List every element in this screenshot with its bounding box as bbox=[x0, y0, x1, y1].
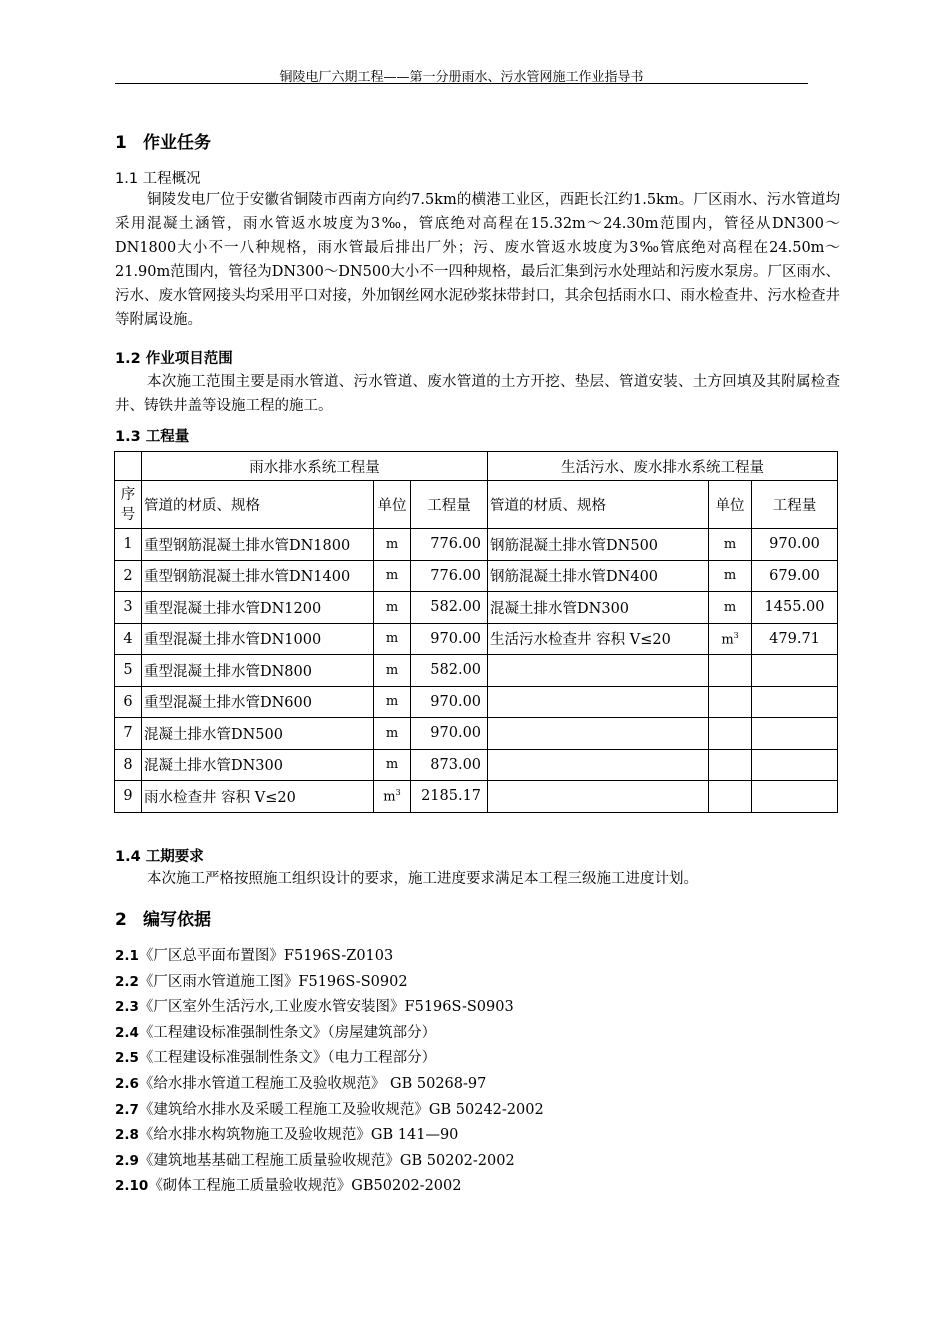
reference-text: 《建筑地基基础工程施工质量验收规范》GB 50202-2002 bbox=[138, 1152, 515, 1169]
sewage-material-cell bbox=[488, 592, 709, 624]
reference-number: 2.3 bbox=[115, 999, 139, 1016]
reference-item bbox=[115, 1174, 461, 1195]
rain-qty-cell bbox=[411, 655, 488, 687]
rain-material-cell-text: 重型混凝土排水管DN800 bbox=[144, 663, 312, 680]
sewage-material-cell bbox=[488, 718, 709, 750]
rain-material-cell-text: 重型钢筋混凝土排水管DN1800 bbox=[144, 537, 351, 554]
table-row bbox=[115, 623, 838, 655]
rain-qty-cell bbox=[411, 718, 488, 750]
sewage-unit-cell bbox=[709, 686, 752, 718]
sewage-material-cell-text: 钢筋混凝土排水管DN400 bbox=[490, 569, 659, 586]
rain-unit-cell bbox=[374, 655, 411, 687]
reference-item bbox=[115, 1123, 458, 1144]
reference-text: 《给水排水构筑物施工及验收规范》GB 141—90 bbox=[138, 1127, 459, 1144]
rain-material-cell bbox=[142, 623, 374, 655]
section-1-2-body: 本次施工范围主要是雨水管道、污水管道、废水管道的土方开挖、垫层、管道安装、土方回填及其附属检查井、铸铁井盖等设施工程的施工。 bbox=[115, 374, 840, 414]
rain-qty-cell-text: 776.00 bbox=[430, 536, 482, 553]
sewage-unit-cell bbox=[709, 655, 752, 687]
row-number-cell-text: 8 bbox=[123, 756, 133, 773]
sewage-unit-cell-text: m bbox=[723, 568, 737, 584]
seq-header: 序号 bbox=[115, 481, 142, 529]
row-number-cell-text: 1 bbox=[123, 536, 133, 553]
rain-material-cell-text: 混凝土排水管DN500 bbox=[144, 726, 283, 743]
rain-qty-cell bbox=[411, 623, 488, 655]
sewage-material-cell-text: 钢筋混凝土排水管DN500 bbox=[490, 537, 659, 554]
rain-unit-cell bbox=[374, 718, 411, 750]
reference-number: 2.4 bbox=[115, 1024, 139, 1041]
row-number-cell bbox=[115, 655, 142, 687]
sewage-qty-cell bbox=[752, 623, 838, 655]
table-row bbox=[115, 686, 838, 718]
reference-text: 《建筑给水排水及采暖工程施工及验收规范》GB 50242-2002 bbox=[138, 1101, 544, 1118]
reference-text: 《厂区总平面布置图》F5196S-Z0103 bbox=[138, 948, 394, 964]
sewage-unit-cell bbox=[709, 560, 752, 592]
rain-qty-cell-text: 582.00 bbox=[430, 662, 482, 679]
row-number-cell-text: 9 bbox=[123, 788, 133, 805]
section-1-3-heading: 1.3 工程量 bbox=[115, 429, 190, 445]
row-number-cell-text: 3 bbox=[123, 599, 133, 616]
rain-unit-cell-text: m bbox=[385, 694, 399, 710]
header-divider bbox=[115, 83, 808, 84]
rain-qty-cell-text: 582.00 bbox=[430, 599, 482, 616]
sewage-material-cell-text: 生活污水检查井 容积 V≤20 bbox=[490, 632, 671, 649]
section-2-title: 编写依据 bbox=[143, 910, 211, 930]
row-number-cell-text: 4 bbox=[123, 630, 133, 647]
sewage-unit-cell-text: m bbox=[723, 599, 737, 615]
rain-qty-cell bbox=[411, 529, 488, 561]
sewage-qty-cell-text: 479.71 bbox=[769, 630, 820, 647]
sewage-material-header: 管道的材质、规格 bbox=[488, 481, 709, 529]
row-number-cell bbox=[115, 623, 142, 655]
row-number-cell bbox=[115, 592, 142, 624]
page-header: 铜陵电厂六期工程——第一分册雨水、污水管网施工作业指导书 bbox=[279, 70, 644, 85]
sewage-qty-cell bbox=[752, 686, 838, 718]
sewage-qty-header: 工程量 bbox=[752, 481, 838, 529]
sewage-material-cell bbox=[488, 560, 709, 592]
rain-qty-cell-text: 873.00 bbox=[430, 756, 482, 773]
row-number-cell bbox=[115, 718, 142, 750]
rain-material-cell bbox=[142, 592, 374, 624]
reference-item bbox=[115, 1149, 515, 1170]
reference-number: 2.6 bbox=[115, 1076, 139, 1092]
reference-item bbox=[115, 1046, 436, 1067]
sewage-qty-cell bbox=[752, 592, 838, 624]
rain-material-cell-text: 混凝土排水管DN300 bbox=[144, 758, 283, 775]
rain-material-cell bbox=[142, 560, 374, 592]
sewage-qty-cell bbox=[752, 718, 838, 750]
rain-unit-cell-text: m bbox=[385, 568, 399, 584]
reference-number: 2.5 bbox=[115, 1050, 139, 1067]
section-1-4-body: 本次施工严格按照施工组织设计的要求，施工进度要求满足本工程三级施工进度计划。 bbox=[147, 871, 698, 887]
row-number-cell bbox=[115, 560, 142, 592]
table-row bbox=[115, 560, 838, 592]
rain-qty-cell-text: 970.00 bbox=[430, 693, 482, 710]
rain-unit-cell bbox=[374, 686, 411, 718]
reference-number: 2.9 bbox=[115, 1152, 139, 1169]
section-1-4-heading: 1.4 工期要求 bbox=[115, 849, 204, 865]
reference-number: 2.10 bbox=[115, 1178, 149, 1195]
rain-unit-cell-text: m bbox=[383, 789, 396, 805]
rain-material-cell bbox=[142, 655, 374, 687]
row-number-cell-text: 5 bbox=[123, 662, 133, 679]
sewage-material-cell bbox=[488, 655, 709, 687]
rain-material-cell bbox=[142, 781, 374, 813]
sewage-unit-cell bbox=[709, 718, 752, 750]
rain-unit-cell-text: m bbox=[385, 662, 399, 678]
table-column-header-row bbox=[115, 481, 838, 529]
sewage-unit-cell-text: m bbox=[723, 536, 737, 552]
rain-unit-cell bbox=[374, 623, 411, 655]
sewage-material-cell bbox=[488, 623, 709, 655]
sewage-qty-cell bbox=[752, 560, 838, 592]
rain-material-cell-text: 重型混凝土排水管DN600 bbox=[144, 695, 312, 712]
sewage-qty-cell-text: 679.00 bbox=[769, 567, 820, 584]
sewage-material-cell bbox=[488, 529, 709, 561]
section-1-1-heading: 1.1 工程概况 bbox=[115, 171, 201, 187]
rain-system-header: 雨水排水系统工程量 bbox=[142, 452, 488, 481]
sewage-unit-cell-text: m bbox=[721, 631, 734, 647]
sewage-material-cell bbox=[488, 781, 709, 813]
rain-qty-cell-text: 970.00 bbox=[430, 725, 482, 742]
rain-material-cell-text: 雨水检查井 容积 V≤20 bbox=[144, 789, 296, 806]
table-body bbox=[115, 529, 838, 813]
reference-item bbox=[115, 1098, 544, 1119]
reference-number: 2.2 bbox=[115, 973, 139, 990]
section-2-number: 2 bbox=[115, 910, 127, 930]
table-row bbox=[115, 749, 838, 781]
sewage-unit-header: 单位 bbox=[709, 481, 752, 529]
rain-unit-cell-superscript: 3 bbox=[395, 788, 401, 798]
sewage-unit-cell bbox=[709, 781, 752, 813]
rain-material-cell-text: 重型混凝土排水管DN1000 bbox=[144, 632, 322, 649]
sewage-qty-cell bbox=[752, 655, 838, 687]
sewage-material-cell bbox=[488, 749, 709, 781]
sewage-unit-cell bbox=[709, 529, 752, 561]
rain-unit-cell-text: m bbox=[385, 631, 399, 647]
rain-qty-cell-text: 970.00 bbox=[430, 630, 482, 647]
reference-number: 2.8 bbox=[115, 1127, 139, 1144]
rain-unit-cell-text: m bbox=[385, 725, 399, 741]
sewage-unit-cell-superscript: 3 bbox=[733, 630, 739, 640]
sewage-material-cell bbox=[488, 686, 709, 718]
reference-item bbox=[115, 1021, 436, 1042]
section-2-heading bbox=[115, 905, 211, 930]
table-row bbox=[115, 529, 838, 561]
table-row bbox=[115, 655, 838, 687]
rain-unit-cell bbox=[374, 592, 411, 624]
rain-qty-cell bbox=[411, 686, 488, 718]
sewage-qty-cell bbox=[752, 529, 838, 561]
section-1-2-heading: 1.2 作业项目范围 bbox=[115, 351, 233, 367]
rain-qty-cell-text: 2185.17 bbox=[421, 788, 482, 805]
table-row bbox=[115, 718, 838, 750]
section-1-heading bbox=[115, 128, 211, 153]
row-number-cell-text: 7 bbox=[123, 725, 133, 742]
reference-text: 《给水排水管道工程施工及验收规范》 GB 50268-97 bbox=[138, 1076, 487, 1092]
sewage-qty-cell bbox=[752, 781, 838, 813]
sewage-qty-cell-text: 1455.00 bbox=[764, 599, 825, 616]
rain-material-cell bbox=[142, 686, 374, 718]
reference-number: 2.1 bbox=[115, 948, 139, 964]
sewage-unit-cell bbox=[709, 592, 752, 624]
row-number-cell bbox=[115, 529, 142, 561]
rain-qty-cell bbox=[411, 749, 488, 781]
rain-material-header: 管道的材质、规格 bbox=[142, 481, 374, 529]
table-group-header-row bbox=[115, 452, 838, 481]
rain-unit-cell bbox=[374, 749, 411, 781]
section-1-number: 1 bbox=[115, 133, 127, 153]
table-corner-cell bbox=[115, 452, 142, 481]
rain-unit-cell-text: m bbox=[385, 536, 399, 552]
reference-text: 《砌体工程施工质量验收规范》GB50202-2002 bbox=[148, 1178, 462, 1195]
rain-qty-cell-text: 776.00 bbox=[430, 567, 482, 584]
sewage-unit-cell bbox=[709, 749, 752, 781]
rain-material-cell bbox=[142, 529, 374, 561]
rain-unit-cell bbox=[374, 529, 411, 561]
section-1-1-body: 铜陵发电厂位于安徽省铜陵市西南方向约7.5km的横港工业区，西距长江约1.5km。厂区雨水、污水管道均采用混凝土涵管，雨水管返水坡度为3‰，管底绝对高程在15.32m～24.30m范围内，管径从DN300～DN1800大小不一八种规格，雨水管最后排出厂外；污、废水管返水坡度为3‰管底绝对高程在24.50m～21.90m范围内，管径为DN300～DN500大小不一四种规格，最后汇集到污水处理站和污废水泵房。厂区雨水、污水、废水管网接头均采用平口对接，外加钢丝网水泥砂浆抹带封口，其余包括雨水口、雨水检查井、污水检查井等附属设施。 bbox=[115, 192, 840, 328]
reference-text: 《厂区雨水管道施工图》F5196S-S0902 bbox=[138, 973, 408, 990]
table-row bbox=[115, 781, 838, 813]
row-number-cell bbox=[115, 749, 142, 781]
reference-item bbox=[115, 995, 514, 1016]
rain-material-cell-text: 重型钢筋混凝土排水管DN1400 bbox=[144, 569, 351, 586]
rain-unit-cell bbox=[374, 560, 411, 592]
row-number-cell bbox=[115, 686, 142, 718]
quantity-table bbox=[114, 451, 838, 813]
sewage-material-cell-text: 混凝土排水管DN300 bbox=[490, 600, 630, 617]
reference-item bbox=[115, 970, 408, 991]
reference-text: 《厂区室外生活污水,工业废水管安装图》F5196S-S0903 bbox=[138, 999, 514, 1016]
rain-qty-cell bbox=[411, 781, 488, 813]
sewage-unit-cell bbox=[709, 623, 752, 655]
sewage-qty-cell bbox=[752, 749, 838, 781]
reference-text: 《工程建设标准强制性条文》（房屋建筑部分） bbox=[138, 1024, 437, 1041]
row-number-cell-text: 2 bbox=[123, 567, 133, 584]
sewage-qty-cell-text: 970.00 bbox=[769, 536, 820, 553]
table-row bbox=[115, 592, 838, 624]
row-number-cell-text: 6 bbox=[123, 693, 133, 710]
rain-material-cell bbox=[142, 749, 374, 781]
rain-unit-header: 单位 bbox=[374, 481, 411, 529]
rain-qty-cell bbox=[411, 560, 488, 592]
rain-material-cell bbox=[142, 718, 374, 750]
rain-unit-cell-text: m bbox=[385, 599, 399, 615]
reference-number: 2.7 bbox=[115, 1101, 139, 1118]
rain-qty-cell bbox=[411, 592, 488, 624]
sewage-system-header: 生活污水、废水排水系统工程量 bbox=[488, 452, 838, 481]
section-1-title: 作业任务 bbox=[143, 133, 211, 153]
rain-material-cell-text: 重型混凝土排水管DN1200 bbox=[144, 600, 322, 617]
rain-qty-header: 工程量 bbox=[411, 481, 488, 529]
rain-unit-cell-text: m bbox=[385, 757, 399, 773]
row-number-cell bbox=[115, 781, 142, 813]
reference-text: 《工程建设标准强制性条文》（电力工程部分） bbox=[138, 1050, 437, 1067]
rain-unit-cell bbox=[374, 781, 411, 813]
reference-item bbox=[115, 1072, 486, 1093]
reference-item bbox=[115, 944, 393, 965]
